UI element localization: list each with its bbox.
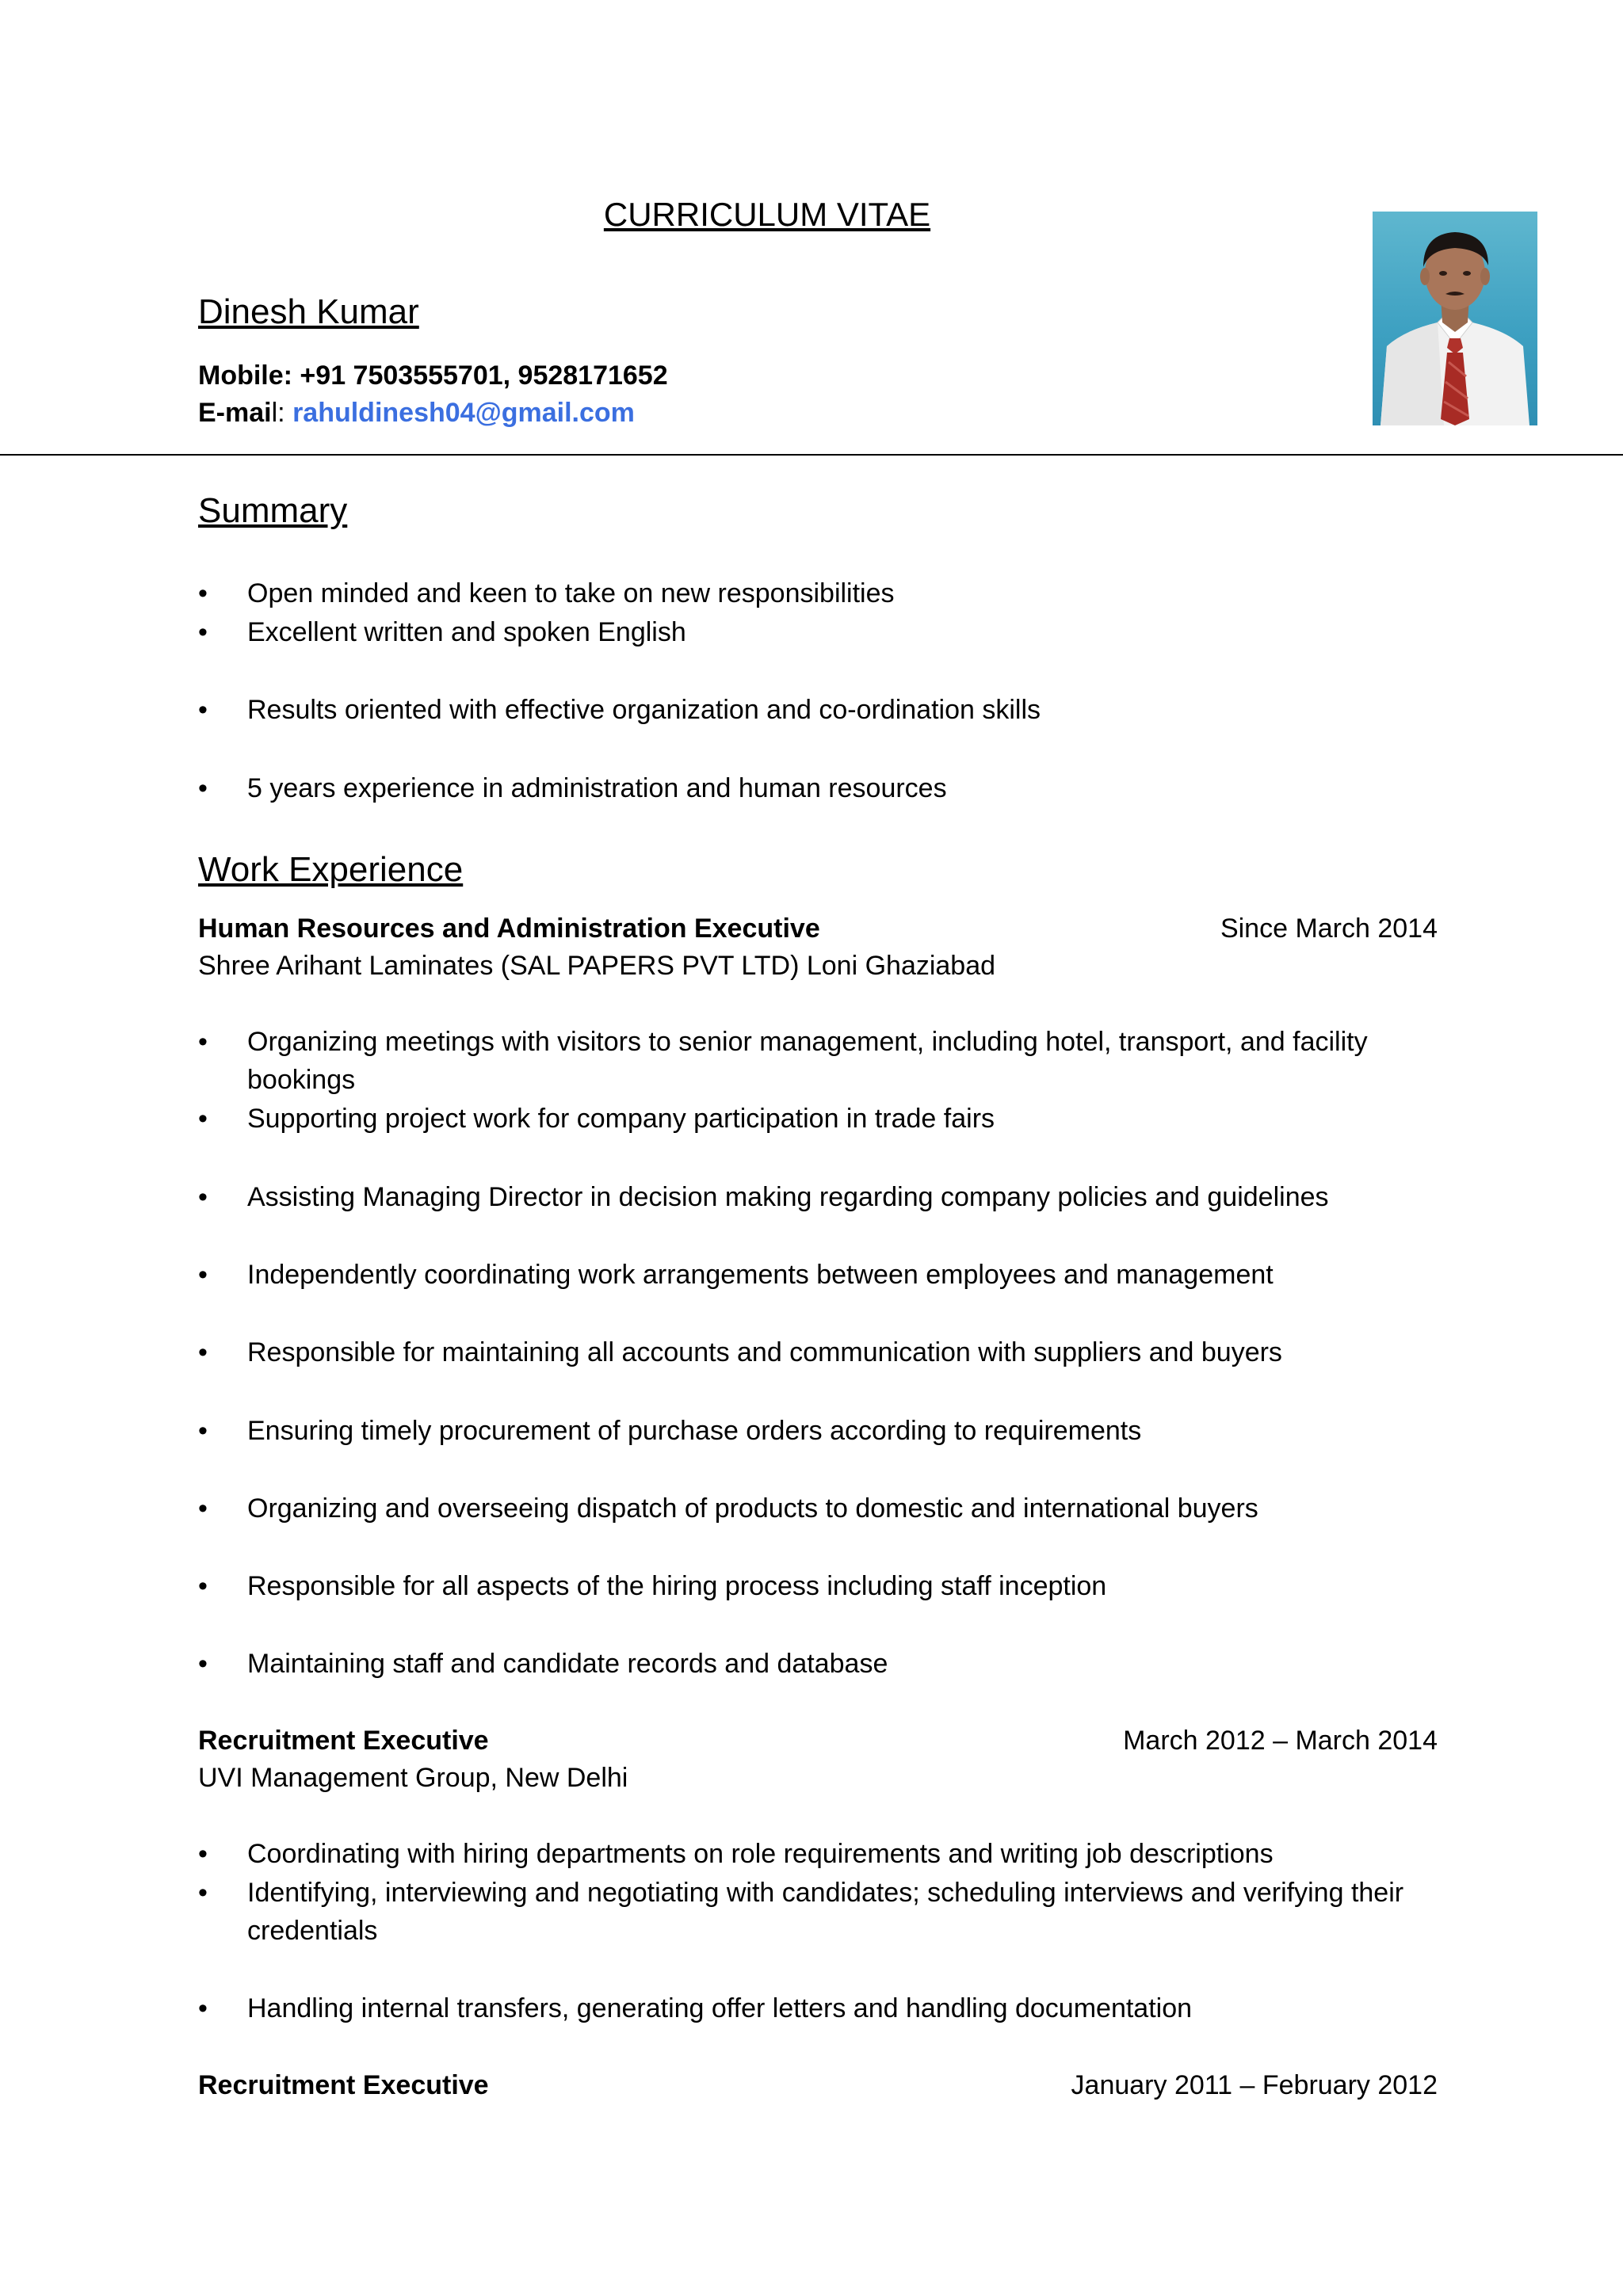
bullet-icon: •	[198, 1104, 208, 1134]
job-duty-item: • Responsible for all aspects of the hiring process including staff inception	[198, 1567, 1434, 1605]
job-dates: March 2012 – March 2014	[1123, 1726, 1438, 1756]
bullet-icon: •	[198, 1493, 208, 1524]
work-experience-heading: Work Experience	[198, 850, 464, 889]
job-duty-item: • Supporting project work for company participation in trade fairs	[198, 1100, 1434, 1138]
job-company: Shree Arihant Laminates (SAL PAPERS PVT LTD) Loni Ghaziabad	[198, 951, 996, 981]
bullet-icon: •	[198, 695, 208, 725]
job-dates: January 2011 – February 2012	[1071, 2070, 1438, 2100]
bullet-icon: •	[198, 1571, 208, 1601]
email-label-b: l	[271, 398, 278, 428]
bullet-icon: •	[198, 1649, 208, 1679]
summary-item: • Results oriented with effective organization and co-ordination skills	[198, 691, 1434, 729]
bullet-icon: •	[198, 1839, 208, 1869]
job-title: Recruitment Executive	[198, 2070, 489, 2100]
email-link[interactable]: rahuldinesh04@gmail.com	[292, 398, 635, 428]
job-duty-item: • Maintaining staff and candidate records and database	[198, 1645, 1434, 1683]
portrait-illustration	[1373, 212, 1537, 425]
bullet-icon: •	[198, 1027, 208, 1057]
job-duty-item: • Independently coordinating work arrangements between employees and management	[198, 1256, 1434, 1294]
job-duty-item: • Coordinating with hiring departments on role requirements and writing job descriptions	[198, 1835, 1434, 1873]
job-duty-item: • Responsible for maintaining all accounts and communication with suppliers and buyers	[198, 1333, 1434, 1371]
bullet-icon: •	[198, 773, 208, 803]
job-duty-item: • Organizing and overseeing dispatch of products to domestic and international buyers	[198, 1489, 1434, 1527]
bullet-icon: •	[198, 1993, 208, 2023]
summary-item: • 5 years experience in administration and human resources	[198, 769, 1434, 807]
job-dates: Since March 2014	[1220, 913, 1438, 944]
bullet-icon: •	[198, 1878, 208, 1908]
email-label-a: E-mai	[198, 398, 272, 428]
job-title: Human Resources and Administration Executive	[198, 913, 820, 944]
job-company: UVI Management Group, New Delhi	[198, 1763, 628, 1793]
document-title: CURRICULUM VITAE	[603, 196, 931, 233]
bullet-icon: •	[198, 1337, 208, 1367]
email-line	[198, 399, 635, 426]
bullet-icon: •	[198, 1182, 208, 1212]
summary-heading: Summary	[198, 491, 348, 530]
candidate-name: Dinesh Kumar	[198, 292, 419, 331]
job-duty-item: • Assisting Managing Director in decision making regarding company policies and guidelines	[198, 1178, 1434, 1216]
job-duty-item: • Handling internal transfers, generating offer letters and handling documentation	[198, 1989, 1434, 2027]
job-duty-item: • Organizing meetings with visitors to senior management, including hotel, transport, and facility bookings	[198, 1023, 1434, 1099]
summary-item: • Open minded and keen to take on new responsibilities	[198, 574, 1434, 612]
job-duty-item: • Identifying, interviewing and negotiating with candidates; scheduling interviews and verifying their credentials	[198, 1874, 1434, 1950]
bullet-icon: •	[198, 578, 208, 608]
header-divider	[0, 454, 1623, 456]
bullet-icon: •	[198, 1260, 208, 1290]
mobile-line: Mobile: +91 7503555701, 9528171652	[198, 360, 668, 391]
bullet-icon: •	[198, 1416, 208, 1446]
summary-item: • Excellent written and spoken English	[198, 613, 1434, 651]
job-title: Recruitment Executive	[198, 1726, 489, 1756]
job-duty-item: • Ensuring timely procurement of purchase orders according to requirements	[198, 1412, 1434, 1450]
email-colon: :	[277, 398, 293, 428]
profile-photo	[1373, 212, 1537, 425]
bullet-icon: •	[198, 617, 208, 647]
